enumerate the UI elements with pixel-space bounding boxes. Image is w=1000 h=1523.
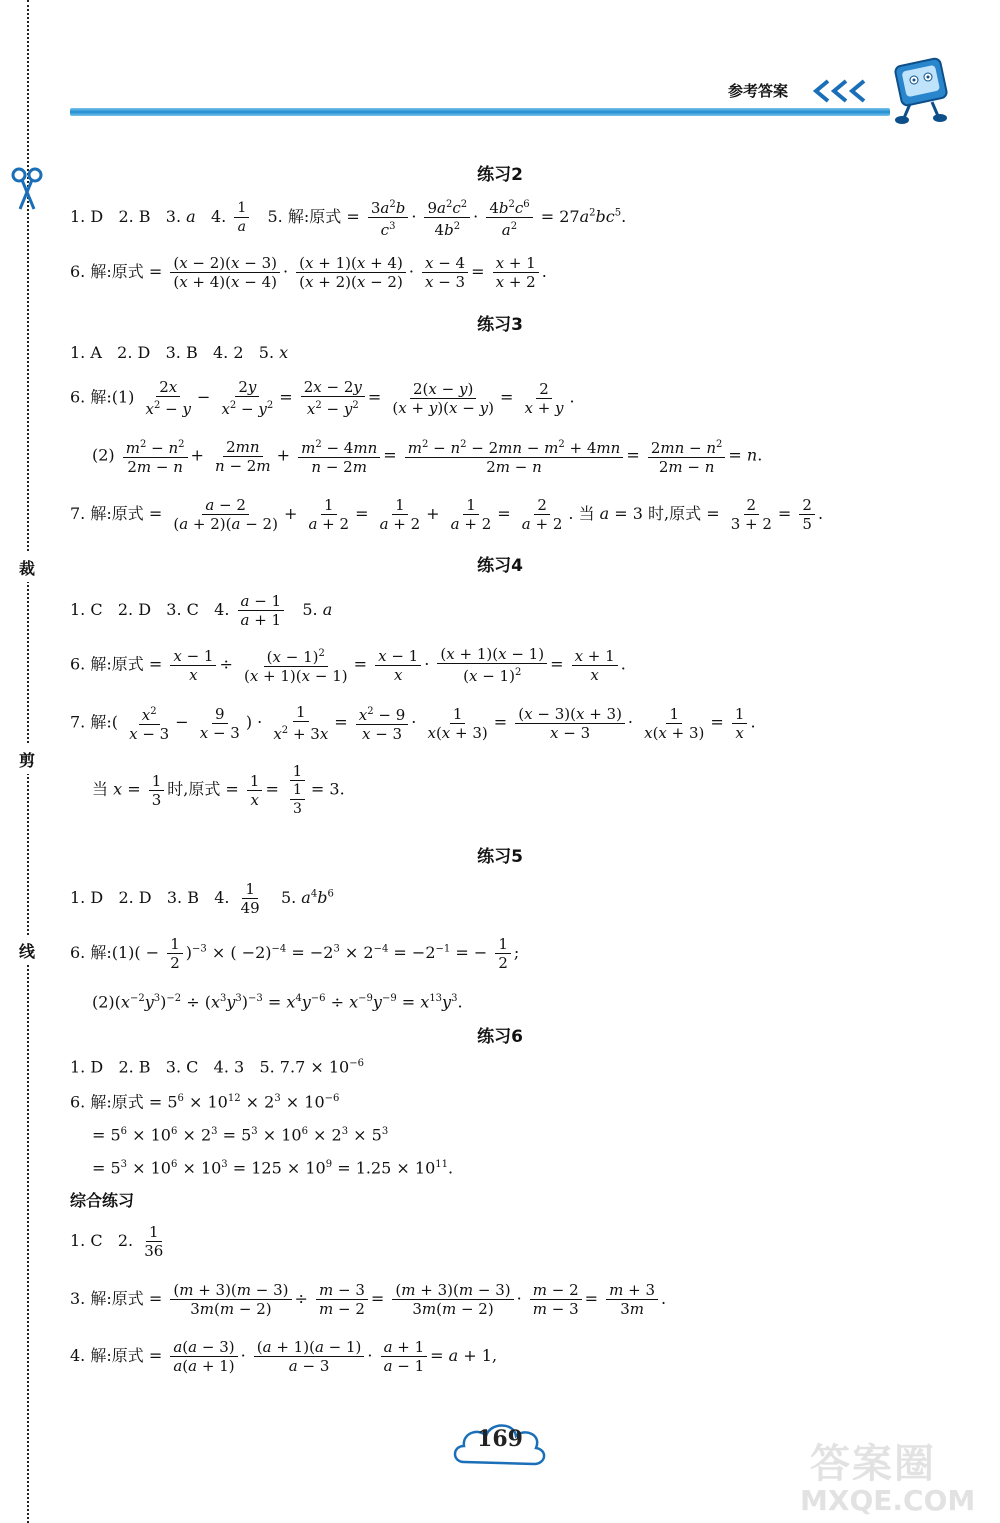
answer-6-1to5: 1. D 2. B 3. C 4. 3 5. $7.7 \times 10^{-6}$ (70, 1057, 364, 1077)
answer-3-6-2: (2) $\frac{m^2 - n^2}{2m - n}$ + $\frac{2mn}{n - 2m}$ + $\frac{m^2 - 4mn}{n - 2m}$ = $\frac{m^2 - n^2 - 2mn - m^2 + 4mn}{2m - n}$ = $\frac{2mn - n^2}{2m - n}$ = n. (92, 437, 763, 476)
watermark-logo: 答案圈 (810, 1441, 936, 1487)
answer-6-6-c: = $5^3 \times 10^6 \times 10^3 = 125 \times 10^9 = 1.25 \times 10^{11}$. (92, 1158, 454, 1178)
answer-3-7: 7. 解:原式 = $\frac{a - 2}{(a + 2)(a - 2)}$ + $\frac{1}{a + 2}$ = $\frac{1}{a + 2}$ + $\frac{1}{a + 2}$ = $\frac{2}{a + 2}$ . 当 a = 3 时,原式 = $\frac{2}{3 + 2}$ = $\frac{2}{5}$ . (70, 496, 824, 533)
answer-2-6: 6. 解:原式 = $\frac{(x - 2)(x - 3)}{(x + 4)(x - 4)}$ · $\frac{(x + 1)(x + 4)}{(x + 2)(x - 2)}$ · $\frac{x - 4}{x - 3}$ = $\frac{x + 1}{x + 2}$ . (70, 254, 547, 291)
section-title-6: 练习6 (477, 1027, 523, 1047)
book-mascot-icon (880, 48, 960, 128)
answer-4-7: 7. 解:( $\frac{x^2}{x - 3}$ − $\frac{9}{x - 3}$ ) · $\frac{1}{x^2 + 3x}$ = $\frac{x^2 - 9}{x - 3}$ · $\frac{1}{x(x + 3)}$ = $\frac{(x - 3)(x + 3)}{x - 3}$ · $\frac{1}{x(x + 3)}$ = $\frac{1}{x}$ . (70, 703, 756, 743)
section-title-5: 练习5 (477, 847, 523, 867)
answer-2-1to5: 1. D 2. B 3. a 4. $\frac{1}{a}$ 5. 解:原式 = $\frac{3a^2b}{c^3}$ · $\frac{9a^2c^2}{4b^2}$ · $\frac{4b^2c^6}{a^2}$ = $27a^2bc^5$. (70, 196, 626, 239)
page-number: 169 (477, 1426, 523, 1452)
header-bar (70, 108, 890, 116)
answer-3-6-1: 6. 解:(1) $\frac{2x}{x^2 - y}$ − $\frac{2y}{x^2 - y^2}$ = $\frac{2x - 2y}{x^2 - y^2}$ = $\frac{2(x - y)}{(x + y)(x - y)}$ = $\frac{2}{x + y}$ . (70, 378, 575, 418)
answer-5-6-1: 6. 解:(1)( − $\frac{1}{2}$ )$^{-3}$ × ( $-2)^{-4} = -2^3 \times 2^{-4} = -2^{-1}$ = − $\frac{1}{2}$ ; (70, 935, 520, 972)
answer-4-6: 6. 解:原式 = $\frac{x - 1}{x}$ ÷ $\frac{(x - 1)^2}{(x + 1)(x - 1)}$ = $\frac{x - 1}{x}$ · $\frac{(x + 1)(x - 1)}{(x - 1)^2}$ = $\frac{x + 1}{x}$ . (70, 645, 626, 685)
chevron-left-icon (810, 78, 874, 104)
cut-word-jian: 剪 (14, 745, 40, 774)
section-title-comprehensive: 综合练习 (70, 1191, 135, 1210)
answer-6-6-b: = $5^6 \times 10^6 \times 2^3 = 5^3 \times 10^6 \times 2^3 \times 5^3$ (92, 1125, 389, 1145)
watermark-url: MXQE.COM (800, 1484, 976, 1517)
cut-word-cai: 裁 (14, 553, 40, 582)
answer-4-7-eval: 当 x = $\frac{1}{3}$ 时,原式 = $\frac{1}{x}$ = $\frac{1}{\frac{1}{3}}$ = 3. (92, 762, 345, 817)
answer-5-1to5: 1. D 2. D 3. B 4. $\frac{1}{49}$ 5. $a^4b^6$ (70, 880, 334, 917)
header-label: 参考答案 (728, 82, 789, 100)
section-title-2: 练习2 (477, 165, 523, 185)
answer-4-1to5: 1. C 2. D 3. C 4. $\frac{a - 1}{a + 1}$ 5. a (70, 592, 333, 629)
answer-c-1to2: 1. C 2. $\frac{1}{36}$ (70, 1223, 164, 1260)
answer-6-6-a: 6. 解:原式 = $5^6 \times 10^{12} \times 2^3 \times 10^{-6}$ (70, 1092, 340, 1112)
answer-c-4: 4. 解:原式 = $\frac{a(a - 3)}{a(a + 1)}$ · $\frac{(a + 1)(a - 1)}{a - 3}$ · $\frac{a + 1}{a - 1}$ = a + 1, (70, 1338, 498, 1375)
answer-5-6-2: $(2)(x^{-2}y^3)^{-2} \div (x^3y^3)^{-3} = x^4y^{-6} \div x^{-9}y^{-9} = x^{13}y^3$. (92, 992, 463, 1012)
cut-word-xian: 线 (14, 936, 40, 965)
answer-3-1to5: 1. A 2. D 3. B 4. 2 5. x (70, 343, 289, 362)
section-title-3: 练习3 (477, 315, 523, 335)
answer-c-3: 3. 解:原式 = $\frac{(m + 3)(m - 3)}{3m(m - 2)}$ ÷ $\frac{m - 3}{m - 2}$ = $\frac{(m + 3)(m - 3)}{3m(m - 2)}$ · $\frac{m - 2}{m - 3}$ = $\frac{m + 3}{3m}$ . (70, 1281, 667, 1318)
section-title-4: 练习4 (477, 556, 523, 576)
